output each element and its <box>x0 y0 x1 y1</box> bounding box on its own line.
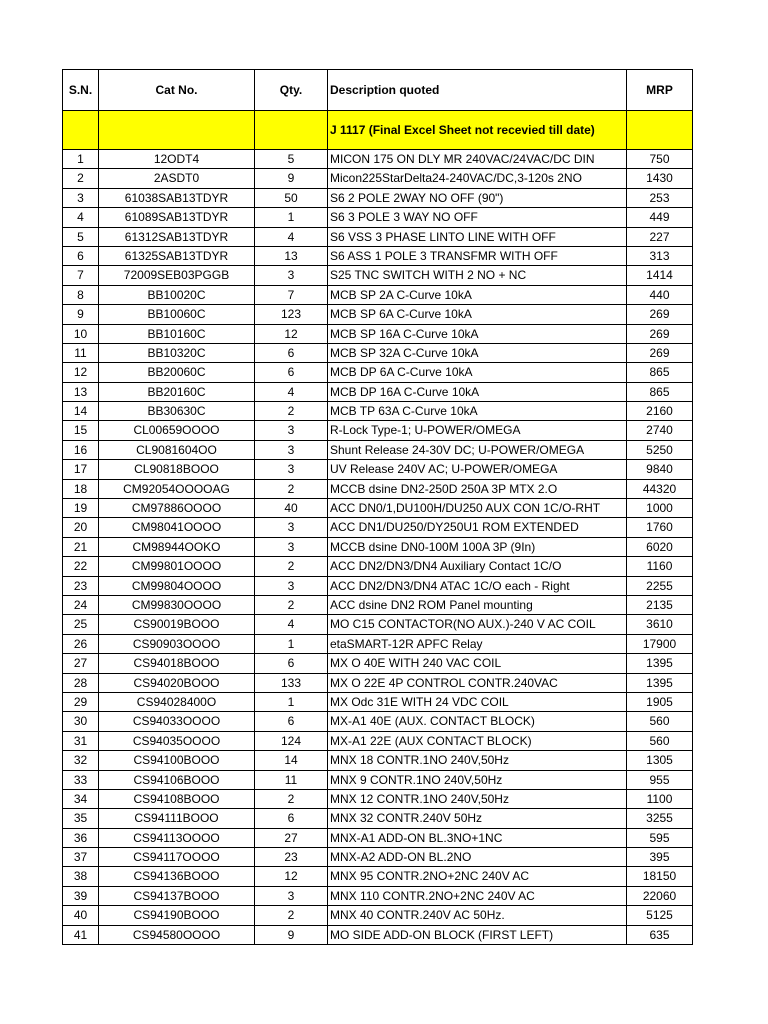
cell-cat-no: CS94028400O <box>99 692 255 711</box>
cell-cat-no: CS94035OOOO <box>99 731 255 750</box>
cell-cat-no: BB30630C <box>99 402 255 421</box>
cell-cat-no: CS94100BOOO <box>99 751 255 770</box>
table-row <box>63 848 693 867</box>
cell-qty: 123 <box>255 305 328 324</box>
cell-mrp: 1305 <box>627 751 693 770</box>
cell-cat-no: CM97886OOOO <box>99 499 255 518</box>
cell-mrp: 2135 <box>627 595 693 614</box>
cell-sn: 21 <box>63 537 99 556</box>
cell-qty: 14 <box>255 751 328 770</box>
cell-sn: 10 <box>63 324 99 343</box>
table-row <box>63 305 693 324</box>
header-mrp: MRP <box>627 70 693 111</box>
cell-sn: 28 <box>63 673 99 692</box>
cell-cat-no: CS94137BOOO <box>99 886 255 905</box>
cell-cat-no: CL90818BOOO <box>99 460 255 479</box>
cell-description: MICON 175 ON DLY MR 240VAC/24VAC/DC DIN <box>328 150 627 169</box>
table-row <box>63 751 693 770</box>
table-row <box>63 634 693 653</box>
cell-description: MX O 40E WITH 240 VAC COIL <box>328 654 627 673</box>
cell-description: S6 2 POLE 2WAY NO OFF (90") <box>328 188 627 207</box>
table-row <box>63 246 693 265</box>
cell-cat-no: 12ODT4 <box>99 150 255 169</box>
cell-sn: 40 <box>63 906 99 925</box>
cell-description: MCCB dsine DN0-100M 100A 3P (9In) <box>328 537 627 556</box>
cell-sn: 7 <box>63 266 99 285</box>
cell-qty: 6 <box>255 712 328 731</box>
table-row <box>63 789 693 808</box>
cell-cat-no: 61312SAB13TDYR <box>99 227 255 246</box>
cell-mrp: 1430 <box>627 169 693 188</box>
cell-mrp: 2160 <box>627 402 693 421</box>
cell-cat-no: CM99830OOOO <box>99 595 255 614</box>
cell-qty: 2 <box>255 557 328 576</box>
cell-mrp: 3610 <box>627 615 693 634</box>
header-cat-no: Cat No. <box>99 70 255 111</box>
cell-qty: 2 <box>255 479 328 498</box>
cell-description: MCB DP 6A C-Curve 10kA <box>328 363 627 382</box>
cell-qty: 1 <box>255 208 328 227</box>
cell-description: etaSMART-12R APFC Relay <box>328 634 627 653</box>
cell-sn: 29 <box>63 692 99 711</box>
table-row <box>63 188 693 207</box>
cell-description: MNX 9 CONTR.1NO 240V,50Hz <box>328 770 627 789</box>
cell-qty: 6 <box>255 363 328 382</box>
cell-description: MCB DP 16A C-Curve 10kA <box>328 382 627 401</box>
cell-description: S6 ASS 1 POLE 3 TRANSFMR WITH OFF <box>328 246 627 265</box>
cell-mrp: 865 <box>627 363 693 382</box>
cell-description: R-Lock Type-1; U-POWER/OMEGA <box>328 421 627 440</box>
cell-qty: 11 <box>255 770 328 789</box>
cell-qty: 4 <box>255 382 328 401</box>
cell-sn: 14 <box>63 402 99 421</box>
table-row <box>63 382 693 401</box>
cell-qty: 3 <box>255 518 328 537</box>
cell-sn: 27 <box>63 654 99 673</box>
cell-sn: 22 <box>63 557 99 576</box>
cell-mrp: 313 <box>627 246 693 265</box>
cell-sn: 19 <box>63 499 99 518</box>
cell-mrp: 22060 <box>627 886 693 905</box>
cell-mrp: 1160 <box>627 557 693 576</box>
cell-cat-no: BB10160C <box>99 324 255 343</box>
cell-sn: 11 <box>63 343 99 362</box>
cell-mrp: 560 <box>627 712 693 731</box>
cell-cat-no: CL00659OOOO <box>99 421 255 440</box>
cell-qty: 40 <box>255 499 328 518</box>
cell-sn: 31 <box>63 731 99 750</box>
cell-sn: 26 <box>63 634 99 653</box>
table-row <box>63 867 693 886</box>
price-table <box>62 69 693 945</box>
cell-description: Micon225StarDelta24-240VAC/DC,3-120s 2NO <box>328 169 627 188</box>
cell-description: MX-A1 22E (AUX CONTACT BLOCK) <box>328 731 627 750</box>
cell-cat-no: 61089SAB13TDYR <box>99 208 255 227</box>
cell-qty: 5 <box>255 150 328 169</box>
table-row <box>63 285 693 304</box>
cell-description: UV Release 240V AC; U-POWER/OMEGA <box>328 460 627 479</box>
cell-cat-no: CS94018BOOO <box>99 654 255 673</box>
cell-sn: 37 <box>63 848 99 867</box>
table-row <box>63 343 693 362</box>
cell-qty: 6 <box>255 809 328 828</box>
cell-mrp: 2740 <box>627 421 693 440</box>
table-row <box>63 363 693 382</box>
cell-sn: 17 <box>63 460 99 479</box>
cell-qty: 23 <box>255 848 328 867</box>
cell-mrp: 253 <box>627 188 693 207</box>
table-row <box>63 169 693 188</box>
table-row <box>63 692 693 711</box>
cell-sn: 9 <box>63 305 99 324</box>
cell-qty: 3 <box>255 266 328 285</box>
cell-description: ACC dsine DN2 ROM Panel mounting <box>328 595 627 614</box>
cell-mrp: 5125 <box>627 906 693 925</box>
cell-mrp: 595 <box>627 828 693 847</box>
cell-mrp: 750 <box>627 150 693 169</box>
cell-qty: 9 <box>255 169 328 188</box>
cell-cat-no: CM92054OOOOAG <box>99 479 255 498</box>
cell-description: MNX 110 CONTR.2NO+2NC 240V AC <box>328 886 627 905</box>
cell-sn: 5 <box>63 227 99 246</box>
cell-description: MCB SP 32A C-Curve 10kA <box>328 343 627 362</box>
cell-description: MNX 12 CONTR.1NO 240V,50Hz <box>328 789 627 808</box>
cell-sn: 32 <box>63 751 99 770</box>
cell-description: MNX 18 CONTR.1NO 240V,50Hz <box>328 751 627 770</box>
cell-qty: 50 <box>255 188 328 207</box>
cell-cat-no: CS94117OOOO <box>99 848 255 867</box>
cell-qty: 2 <box>255 402 328 421</box>
cell-description: MCCB dsine DN2-250D 250A 3P MTX 2.O <box>328 479 627 498</box>
cell-description: S6 VSS 3 PHASE LINTO LINE WITH OFF <box>328 227 627 246</box>
cell-description: MO SIDE ADD-ON BLOCK (FIRST LEFT) <box>328 925 627 944</box>
cell-sn: 38 <box>63 867 99 886</box>
cell-mrp: 1905 <box>627 692 693 711</box>
cell-cat-no: CM99804OOOO <box>99 576 255 595</box>
cell-cat-no: CS94106BOOO <box>99 770 255 789</box>
cell-mrp: 395 <box>627 848 693 867</box>
cell-mrp: 1395 <box>627 673 693 692</box>
cell-mrp: 44320 <box>627 479 693 498</box>
cell-qty: 2 <box>255 906 328 925</box>
table-row <box>63 828 693 847</box>
cell-cat-no: BB20160C <box>99 382 255 401</box>
table-row <box>63 460 693 479</box>
table-row <box>63 595 693 614</box>
cell-qty: 6 <box>255 654 328 673</box>
cell-mrp: 1414 <box>627 266 693 285</box>
cell-mrp: 449 <box>627 208 693 227</box>
table-row <box>63 324 693 343</box>
cell-qty: 1 <box>255 634 328 653</box>
table-row <box>63 227 693 246</box>
cell-qty: 3 <box>255 421 328 440</box>
table-row <box>63 421 693 440</box>
cell-description: S25 TNC SWITCH WITH 2 NO + NC <box>328 266 627 285</box>
cell-cat-no: CS94113OOOO <box>99 828 255 847</box>
cell-mrp: 9840 <box>627 460 693 479</box>
cell-cat-no: 2ASDT0 <box>99 169 255 188</box>
cell-mrp: 269 <box>627 305 693 324</box>
cell-mrp: 227 <box>627 227 693 246</box>
header-qty: Qty. <box>255 70 328 111</box>
table-row <box>63 615 693 634</box>
cell-description: ACC DN1/DU250/DY250U1 ROM EXTENDED <box>328 518 627 537</box>
cell-description: ACC DN2/DN3/DN4 ATAC 1C/O each - Right <box>328 576 627 595</box>
cell-cat-no: CM98041OOOO <box>99 518 255 537</box>
cell-description: MO C15 CONTACTOR(NO AUX.)-240 V AC COIL <box>328 615 627 634</box>
cell-sn: 2 <box>63 169 99 188</box>
cell-mrp: 1100 <box>627 789 693 808</box>
cell-qty: 1 <box>255 692 328 711</box>
note-cell <box>63 111 99 150</box>
table-row <box>63 712 693 731</box>
cell-qty: 12 <box>255 324 328 343</box>
table-row <box>63 518 693 537</box>
cell-qty: 133 <box>255 673 328 692</box>
cell-description: MNX-A2 ADD-ON BL.2NO <box>328 848 627 867</box>
table-row <box>63 537 693 556</box>
cell-sn: 25 <box>63 615 99 634</box>
cell-description: MCB SP 16A C-Curve 10kA <box>328 324 627 343</box>
cell-mrp: 560 <box>627 731 693 750</box>
cell-cat-no: 72009SEB03PGGB <box>99 266 255 285</box>
cell-sn: 13 <box>63 382 99 401</box>
cell-mrp: 18150 <box>627 867 693 886</box>
cell-sn: 6 <box>63 246 99 265</box>
cell-cat-no: BB20060C <box>99 363 255 382</box>
cell-mrp: 269 <box>627 324 693 343</box>
cell-sn: 34 <box>63 789 99 808</box>
cell-cat-no: 61325SAB13TDYR <box>99 246 255 265</box>
table-row <box>63 925 693 944</box>
note-cell <box>255 111 328 150</box>
table-row <box>63 731 693 750</box>
table-row <box>63 673 693 692</box>
cell-mrp: 955 <box>627 770 693 789</box>
cell-sn: 30 <box>63 712 99 731</box>
cell-sn: 33 <box>63 770 99 789</box>
table-row <box>63 886 693 905</box>
cell-cat-no: CS94580OOOO <box>99 925 255 944</box>
cell-description: Shunt Release 24-30V DC; U-POWER/OMEGA <box>328 440 627 459</box>
cell-qty: 6 <box>255 343 328 362</box>
cell-description: MNX 40 CONTR.240V AC 50Hz. <box>328 906 627 925</box>
cell-sn: 41 <box>63 925 99 944</box>
note-cell <box>627 111 693 150</box>
table-row <box>63 479 693 498</box>
cell-cat-no: CS90903OOOO <box>99 634 255 653</box>
cell-qty: 3 <box>255 576 328 595</box>
cell-qty: 3 <box>255 537 328 556</box>
cell-description: S6 3 POLE 3 WAY NO OFF <box>328 208 627 227</box>
cell-cat-no: CS94108BOOO <box>99 789 255 808</box>
header-description: Description quoted <box>328 70 627 111</box>
table-row <box>63 266 693 285</box>
cell-description: MX Odc 31E WITH 24 VDC COIL <box>328 692 627 711</box>
cell-mrp: 865 <box>627 382 693 401</box>
cell-description: MNX 32 CONTR.240V 50Hz <box>328 809 627 828</box>
cell-sn: 20 <box>63 518 99 537</box>
table-row <box>63 770 693 789</box>
cell-mrp: 1395 <box>627 654 693 673</box>
cell-description: MNX-A1 ADD-ON BL.3NO+1NC <box>328 828 627 847</box>
cell-cat-no: CS94033OOOO <box>99 712 255 731</box>
cell-mrp: 1000 <box>627 499 693 518</box>
table-row <box>63 150 693 169</box>
cell-sn: 3 <box>63 188 99 207</box>
cell-cat-no: CS94020BOOO <box>99 673 255 692</box>
cell-cat-no: BB10020C <box>99 285 255 304</box>
cell-cat-no: CS94136BOOO <box>99 867 255 886</box>
cell-description: MCB SP 6A C-Curve 10kA <box>328 305 627 324</box>
note-text: J 1117 (Final Excel Sheet not recevied till date) <box>328 111 627 150</box>
cell-mrp: 1760 <box>627 518 693 537</box>
cell-cat-no: CM99801OOOO <box>99 557 255 576</box>
cell-sn: 23 <box>63 576 99 595</box>
cell-qty: 12 <box>255 867 328 886</box>
cell-cat-no: 61038SAB13TDYR <box>99 188 255 207</box>
cell-sn: 18 <box>63 479 99 498</box>
cell-cat-no: BB10320C <box>99 343 255 362</box>
cell-qty: 3 <box>255 440 328 459</box>
table-row <box>63 576 693 595</box>
cell-cat-no: CL9081604OO <box>99 440 255 459</box>
cell-description: MX O 22E 4P CONTROL CONTR.240VAC <box>328 673 627 692</box>
cell-qty: 4 <box>255 615 328 634</box>
cell-sn: 36 <box>63 828 99 847</box>
cell-sn: 16 <box>63 440 99 459</box>
cell-description: ACC DN2/DN3/DN4 Auxiliary Contact 1C/O <box>328 557 627 576</box>
cell-qty: 3 <box>255 886 328 905</box>
cell-description: MCB TP 63A C-Curve 10kA <box>328 402 627 421</box>
cell-sn: 8 <box>63 285 99 304</box>
cell-qty: 27 <box>255 828 328 847</box>
cell-sn: 4 <box>63 208 99 227</box>
cell-qty: 2 <box>255 789 328 808</box>
cell-cat-no: CS94111BOOO <box>99 809 255 828</box>
cell-sn: 15 <box>63 421 99 440</box>
cell-description: MCB SP 2A C-Curve 10kA <box>328 285 627 304</box>
cell-sn: 39 <box>63 886 99 905</box>
cell-description: MX-A1 40E (AUX. CONTACT BLOCK) <box>328 712 627 731</box>
cell-qty: 13 <box>255 246 328 265</box>
cell-qty: 124 <box>255 731 328 750</box>
cell-description: ACC DN0/1,DU100H/DU250 AUX CON 1C/O-RHT <box>328 499 627 518</box>
table-row <box>63 208 693 227</box>
cell-sn: 12 <box>63 363 99 382</box>
cell-cat-no: CS94190BOOO <box>99 906 255 925</box>
note-cell <box>99 111 255 150</box>
cell-mrp: 3255 <box>627 809 693 828</box>
table-row <box>63 402 693 421</box>
header-row <box>63 70 693 111</box>
note-row <box>63 111 693 150</box>
cell-mrp: 635 <box>627 925 693 944</box>
cell-qty: 9 <box>255 925 328 944</box>
table-row <box>63 440 693 459</box>
cell-mrp: 5250 <box>627 440 693 459</box>
table-row <box>63 557 693 576</box>
cell-description: MNX 95 CONTR.2NO+2NC 240V AC <box>328 867 627 886</box>
table-row <box>63 499 693 518</box>
cell-mrp: 2255 <box>627 576 693 595</box>
table-row <box>63 906 693 925</box>
cell-cat-no: CM98944OOKO <box>99 537 255 556</box>
cell-qty: 7 <box>255 285 328 304</box>
cell-qty: 3 <box>255 460 328 479</box>
cell-qty: 4 <box>255 227 328 246</box>
cell-mrp: 269 <box>627 343 693 362</box>
cell-cat-no: BB10060C <box>99 305 255 324</box>
table-row <box>63 809 693 828</box>
cell-mrp: 6020 <box>627 537 693 556</box>
header-sn: S.N. <box>63 70 99 111</box>
cell-mrp: 17900 <box>627 634 693 653</box>
cell-mrp: 440 <box>627 285 693 304</box>
cell-cat-no: CS90019BOOO <box>99 615 255 634</box>
cell-sn: 1 <box>63 150 99 169</box>
cell-sn: 35 <box>63 809 99 828</box>
table-row <box>63 654 693 673</box>
cell-qty: 2 <box>255 595 328 614</box>
cell-sn: 24 <box>63 595 99 614</box>
